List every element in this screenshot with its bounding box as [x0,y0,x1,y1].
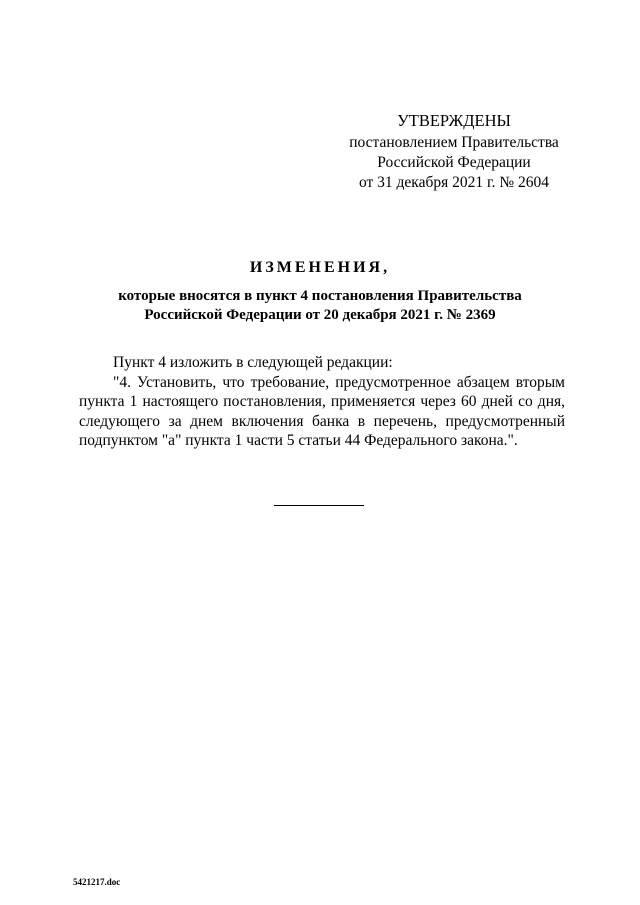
approval-line-government: Российской Федерации [377,154,531,171]
closing-separator-line [274,505,364,506]
body-amendment-line: пункта 1 настоящего постановления, применяется через 60 дней со дня, [79,393,565,410]
body-amendment-line: подпунктом "а" пункта 1 части 5 статьи 44 Федерального закона.". [79,432,518,449]
subtitle-line-2: Российской Федерации от 20 декабря 2021 г. № 2369 [144,307,496,323]
approval-line-date-number: от 31 декабря 2021 г. № 2604 [358,174,550,191]
approval-heading: УТВЕРЖДЕНЫ [397,111,511,130]
body-amendment-line: следующего за днем включения банка в перечень, предусмотренный [79,412,565,430]
subtitle-line-1: которые вносятся в пункт 4 постановления Правительства [118,288,522,304]
approval-block [340,111,568,193]
file-reference: 5421217.doc [73,877,121,887]
body-amendment-line: "4. Установить, что требование, предусмотренное абзацем вторым [113,373,565,391]
approval-line-authority: постановлением Правительства [349,134,559,151]
document-subtitle [80,287,560,325]
document-body [79,353,565,451]
document-title: ИЗМЕНЕНИЯ, [249,259,391,276]
body-intro-paragraph: Пункт 4 изложить в следующей редакции: [113,354,393,371]
